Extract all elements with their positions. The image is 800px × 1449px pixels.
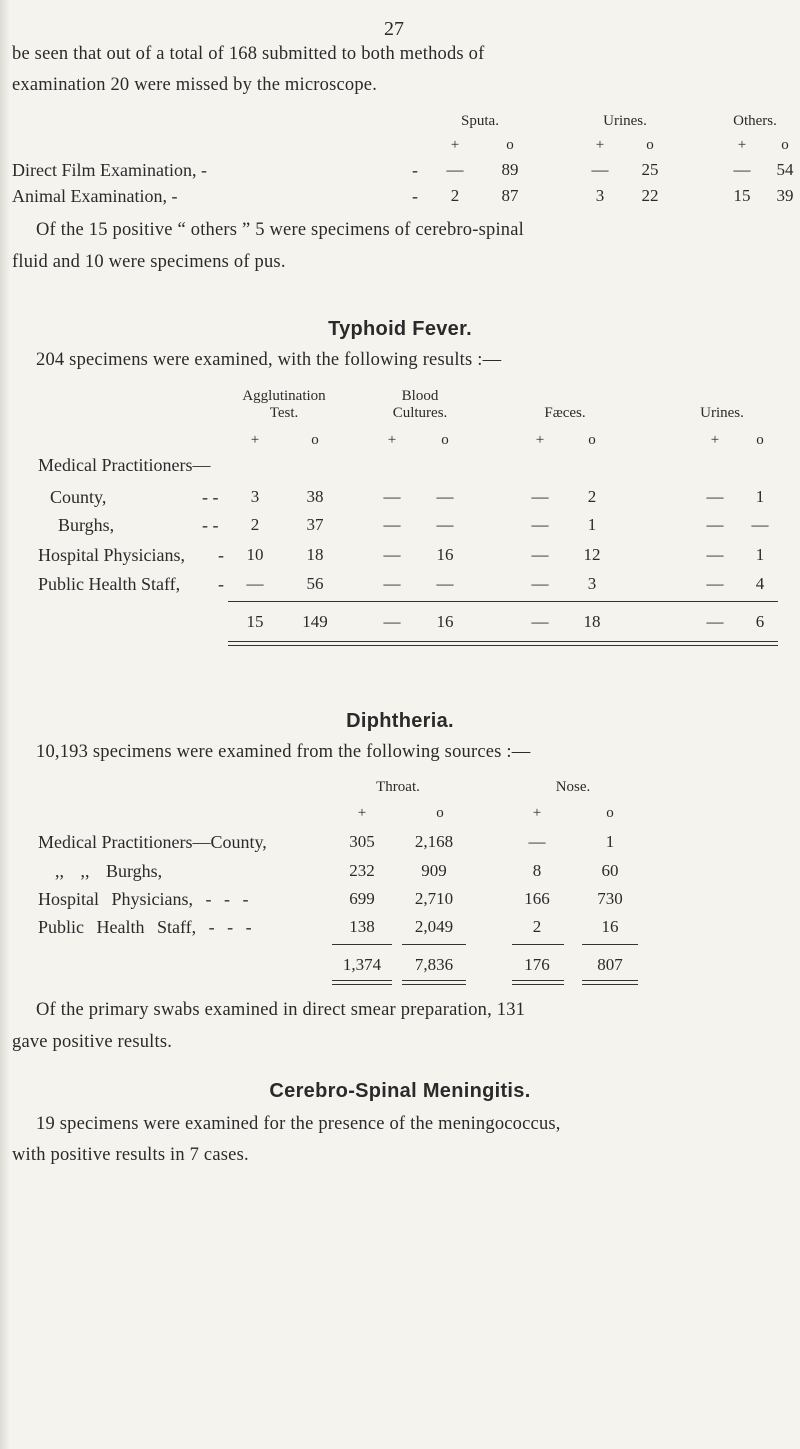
sign: + [737,137,747,153]
cell: 1 [605,832,615,851]
total-double-rule [512,980,564,985]
cell: — [591,160,609,179]
sign: + [387,432,397,448]
cell: 10 [246,545,264,564]
cell: 2 [250,515,260,534]
cell: 3 [587,574,597,593]
row-label: Medical Practitioners—County, [38,832,267,852]
total-double-rule [228,641,778,646]
cell: — [706,545,724,564]
total-cell: 176 [524,955,550,974]
row-leader: - [218,545,224,565]
cell: — [383,487,401,506]
sign: + [250,432,260,448]
cell: — [531,574,549,593]
sign: + [535,432,545,448]
total-double-rule [402,980,466,985]
sign: o [506,137,514,153]
sign: + [710,432,720,448]
cell: 16 [601,917,619,936]
cell: 60 [601,861,619,880]
intro-line-1: be seen that out of a total of 168 submitted to both methods of [12,44,485,64]
cell: 18 [306,545,324,564]
group-label: Medical Practitioners— [38,455,211,475]
header-nose: Nose. [555,779,591,795]
cell: — [246,574,264,593]
others-para-line-2: fluid and 10 were specimens of pus. [12,252,286,272]
cell: — [528,832,546,851]
cell: — [531,487,549,506]
sign: o [756,432,764,448]
typhoid-heading: Typhoid Fever. [328,318,472,340]
meningitis-heading: Cerebro-Spinal Meningitis. [269,1080,531,1102]
cell: 16 [436,545,454,564]
meningitis-line-1: 19 specimens were examined for the presence of the meningococcus, [36,1114,561,1134]
cell: — [383,574,401,593]
cell: 38 [306,487,324,506]
row-label: Public Health Staff, - - - [38,917,252,937]
diphtheria-intro: 10,193 specimens were examined from the following sources :— [36,742,531,762]
row-leader: - [412,160,418,180]
cell: 909 [421,861,447,880]
cell: 2 [450,186,460,205]
diphtheria-para-line-1: Of the primary swabs examined in direct smear preparation, 131 [36,1000,526,1020]
cell: — [531,515,549,534]
subtotal-rule [402,944,466,945]
cell: — [383,545,401,564]
cell: 1 [755,545,765,564]
cell: — [436,487,454,506]
cell: — [436,515,454,534]
row-label: Public Health Staff, [38,574,181,594]
header-urines: Urines. [603,113,647,129]
cell: 138 [349,917,375,936]
cell: 2 [532,917,542,936]
cell: 56 [306,574,324,593]
total-cell: — [706,612,724,631]
cell: 87 [501,186,519,205]
cell: 305 [349,832,375,851]
cell: 22 [641,186,659,205]
cell: — [706,487,724,506]
total-cell: 1,374 [342,955,382,974]
total-cell: — [531,612,549,631]
typhoid-intro: 204 specimens were examined, with the following results :— [36,350,502,370]
sign: o [781,137,789,153]
cell: 54 [776,160,794,179]
header-throat: Throat. [376,779,420,795]
subtotal-rule [512,944,564,945]
total-cell: 7,836 [414,955,454,974]
total-double-rule [332,980,392,985]
cell: — [531,545,549,564]
cell: 3 [595,186,605,205]
total-double-rule [582,980,638,985]
total-cell: 18 [583,612,601,631]
sign: + [532,805,542,821]
row-leader: - - [202,487,219,507]
row-label: Direct Film Examination, - [12,160,207,180]
row-leader: - [412,186,418,206]
header-faeces: Fæces. [544,405,586,421]
cell: — [706,515,724,534]
row-label: Animal Examination, - [12,186,178,206]
cell: 1 [587,515,597,534]
cell: 2,049 [414,917,454,936]
cell: 2,168 [414,832,454,851]
cell: 4 [755,574,765,593]
row-label: Hospital Physicians, - - - [38,889,249,909]
row-label: ,, ,, Burghs, [55,861,163,881]
header-blood-l1: Blood [401,388,439,404]
sign: o [588,432,596,448]
diphtheria-heading: Diphtheria. [346,710,454,732]
row-label: Burghs, [58,515,115,535]
header-agglutination-l2: Test. [269,405,299,421]
intro-line-2: examination 20 were missed by the microscope. [12,75,378,95]
total-cell: 16 [436,612,454,631]
row-label: County, [50,487,107,507]
cell: 25 [641,160,659,179]
cell: 15 [733,186,751,205]
row-leader: - [218,574,224,594]
cell: 699 [349,889,375,908]
sign: + [595,137,605,153]
cell: 12 [583,545,601,564]
cell: — [733,160,751,179]
sign: o [436,805,444,821]
cell: 37 [306,515,324,534]
cell: 89 [501,160,519,179]
meningitis-line-2: with positive results in 7 cases. [12,1145,249,1165]
header-agglutination-l1: Agglutination [242,388,326,404]
sign: o [606,805,614,821]
cell: 2 [587,487,597,506]
sign: o [646,137,654,153]
sign: o [441,432,449,448]
sign: + [450,137,460,153]
total-cell: 149 [302,612,328,631]
sign: o [311,432,319,448]
header-others: Others. [733,113,777,129]
total-cell: 807 [597,955,623,974]
row-label: Hospital Physicians, [38,545,185,565]
cell: — [751,515,769,534]
cell: — [436,574,454,593]
cell: 8 [532,861,542,880]
page-number: 27 [384,18,404,40]
total-cell: 6 [755,612,765,631]
header-blood-l2: Cultures. [392,405,448,421]
subtotal-rule [228,601,778,602]
cell: 232 [349,861,375,880]
sign: + [357,805,367,821]
cell: — [383,515,401,534]
cell: 166 [524,889,550,908]
total-cell: 15 [246,612,264,631]
diphtheria-para-line-2: gave positive results. [12,1032,173,1052]
cell: 3 [250,487,260,506]
cell: 2,710 [414,889,454,908]
cell: 730 [597,889,623,908]
cell: — [706,574,724,593]
others-para-line-1: Of the 15 positive “ others ” 5 were specimens of cerebro-spinal [36,220,524,240]
header-urines: Urines. [700,405,744,421]
subtotal-rule [582,944,638,945]
header-sputa: Sputa. [461,113,499,129]
row-leader: - - [202,515,219,535]
total-cell: — [383,612,401,631]
cell: 1 [755,487,765,506]
cell: 39 [776,186,794,205]
cell: — [446,160,464,179]
subtotal-rule [332,944,392,945]
